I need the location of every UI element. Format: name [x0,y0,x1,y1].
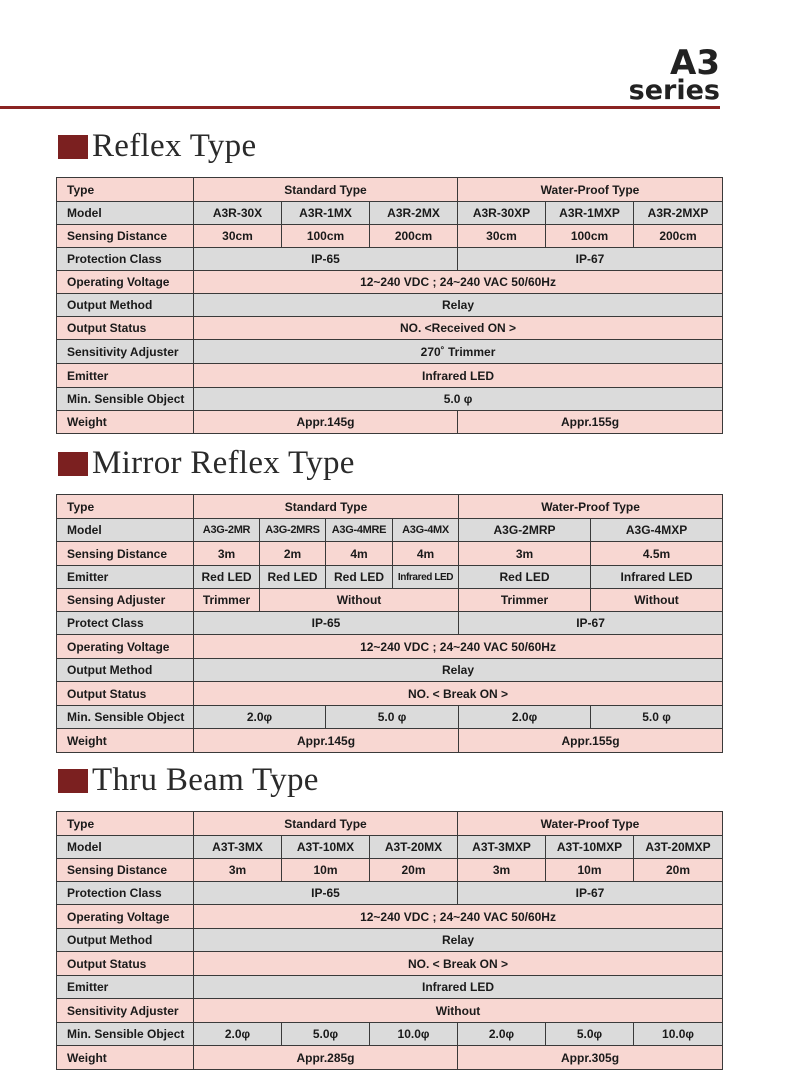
adjuster-cell: Without [591,589,723,612]
table-row [57,411,723,434]
weight-cell: Appr.305g [458,1046,723,1070]
emitter-cell: Red LED [326,566,393,589]
min-object-cell: 2.0φ [194,1023,282,1046]
table-row [57,812,723,836]
min-object-cell: 10.0φ [634,1023,723,1046]
mirror-section-heading [58,445,355,482]
row-label: Output Status [57,682,194,706]
distance-cell: 2m [260,542,326,566]
weight-cell: Appr.145g [194,411,458,434]
series-title [628,43,720,107]
model-cell: A3T-3MX [194,836,282,859]
model-cell: A3G-2MRS [260,519,326,542]
distance-cell: 200cm [634,225,723,248]
min-object-cell: 2.0φ [458,1023,546,1046]
row-label: Emitter [57,566,194,589]
distance-cell: 3m [194,859,282,882]
distance-cell: 200cm [370,225,458,248]
model-cell: A3R-1MX [282,202,370,225]
voltage-cell: 12~240 VDC ; 24~240 VAC 50/60Hz [194,635,723,659]
row-label: Operating Voltage [57,635,194,659]
sensitivity-cell: Without [194,999,723,1023]
distance-cell: 4m [326,542,393,566]
model-cell: A3R-30X [194,202,282,225]
model-cell: A3R-1MXP [546,202,634,225]
table-row [57,836,723,859]
table-row [57,589,723,612]
adjuster-cell: Trimmer [194,589,260,612]
table-row [57,364,723,388]
row-label: Output Status [57,317,194,340]
min-object-cell: 5.0 φ [326,706,459,729]
adjuster-cell: Without [260,589,459,612]
row-label: Weight [57,411,194,434]
row-label: Operating Voltage [57,905,194,929]
mirror-title: Mirror Reflex Type [92,445,355,481]
row-label: Model [57,836,194,859]
row-label: Output Method [57,659,194,682]
row-label: Sensing Distance [57,859,194,882]
emitter-cell: Infrared LED [393,566,459,589]
row-label: Weight [57,729,194,753]
protect-cell: IP-67 [459,612,723,635]
distance-cell: 4.5m [591,542,723,566]
series-code: A3 [670,43,720,83]
output-method-cell: Relay [194,659,723,682]
row-label: Min. Sensible Object [57,1023,194,1046]
table-row [57,706,723,729]
distance-cell: 3m [458,859,546,882]
distance-cell: 3m [459,542,591,566]
protect-cell: IP-65 [194,612,459,635]
heading-square-icon [58,135,88,159]
table-row [57,294,723,317]
model-cell: A3T-3MXP [458,836,546,859]
min-object-cell: 2.0φ [194,706,326,729]
model-cell: A3G-2MR [194,519,260,542]
table-row [57,225,723,248]
reflex-section-heading [58,128,256,165]
distance-cell: 4m [393,542,459,566]
thru-section-heading [58,762,319,799]
header-rule [0,106,720,109]
weight-cell: Appr.155g [458,411,723,434]
table-row [57,519,723,542]
output-method-cell: Relay [194,294,723,317]
model-cell: A3R-30XP [458,202,546,225]
weight-cell: Appr.155g [459,729,723,753]
row-label: Operating Voltage [57,271,194,294]
output-method-cell: Relay [194,929,723,952]
heading-square-icon [58,769,88,793]
row-label: Model [57,202,194,225]
table-row [57,495,723,519]
model-cell: A3T-10MXP [546,836,634,859]
distance-cell: 30cm [194,225,282,248]
distance-cell: 30cm [458,225,546,248]
distance-cell: 100cm [546,225,634,248]
table-row [57,882,723,905]
row-label: Output Status [57,952,194,976]
waterproof-type-cell: Water-Proof Type [458,178,723,202]
adjuster-cell: Trimmer [459,589,591,612]
emitter-cell: Infrared LED [194,976,723,999]
min-object-cell: 2.0φ [459,706,591,729]
voltage-cell: 12~240 VDC ; 24~240 VAC 50/60Hz [194,271,723,294]
sensitivity-cell: 270˚ Trimmer [194,340,723,364]
model-cell: A3T-20MX [370,836,458,859]
row-label: Type [57,178,194,202]
protection-cell: IP-65 [194,248,458,271]
table-row [57,905,723,929]
row-label: Sensitivity Adjuster [57,340,194,364]
table-row [57,952,723,976]
min-object-cell: 5.0 φ [591,706,723,729]
row-label: Type [57,812,194,836]
weight-cell: Appr.145g [194,729,459,753]
table-row [57,317,723,340]
row-label: Protection Class [57,248,194,271]
row-label: Type [57,495,194,519]
min-object-cell: 10.0φ [370,1023,458,1046]
row-label: Model [57,519,194,542]
row-label: Sensitivity Adjuster [57,999,194,1023]
row-label: Sensing Distance [57,542,194,566]
thru-spec-table [56,811,723,1070]
table-row [57,271,723,294]
table-row [57,976,723,999]
emitter-cell: Infrared LED [591,566,723,589]
output-status-cell: NO. <Received ON > [194,317,723,340]
row-label: Output Method [57,929,194,952]
row-label: Protection Class [57,882,194,905]
protection-cell: IP-67 [458,882,723,905]
row-label: Sensing Distance [57,225,194,248]
model-cell: A3T-20MXP [634,836,723,859]
table-row [57,1023,723,1046]
emitter-cell: Red LED [459,566,591,589]
table-row [57,340,723,364]
min-object-cell: 5.0φ [282,1023,370,1046]
table-row [57,929,723,952]
table-row [57,659,723,682]
table-row [57,1046,723,1070]
model-cell: A3G-2MRP [459,519,591,542]
heading-square-icon [58,452,88,476]
table-row [57,682,723,706]
protection-cell: IP-67 [458,248,723,271]
model-cell: A3R-2MX [370,202,458,225]
table-row [57,202,723,225]
emitter-cell: Infrared LED [194,364,723,388]
waterproof-type-cell: Water-Proof Type [459,495,723,519]
output-status-cell: NO. < Break ON > [194,952,723,976]
table-row [57,612,723,635]
min-object-cell: 5.0φ [546,1023,634,1046]
model-cell: A3T-10MX [282,836,370,859]
weight-cell: Appr.285g [194,1046,458,1070]
table-row [57,566,723,589]
table-row [57,635,723,659]
model-cell: A3G-4MX [393,519,459,542]
table-row [57,999,723,1023]
emitter-cell: Red LED [194,566,260,589]
row-label: Emitter [57,976,194,999]
model-cell: A3R-2MXP [634,202,723,225]
row-label: Min. Sensible Object [57,706,194,729]
row-label: Protect Class [57,612,194,635]
distance-cell: 10m [282,859,370,882]
voltage-cell: 12~240 VDC ; 24~240 VAC 50/60Hz [194,905,723,929]
model-cell: A3G-4MRE [326,519,393,542]
table-row [57,729,723,753]
row-label: Sensing Adjuster [57,589,194,612]
table-row [57,859,723,882]
reflex-title: Reflex Type [92,128,257,164]
row-label: Weight [57,1046,194,1070]
table-row [57,388,723,411]
distance-cell: 10m [546,859,634,882]
standard-type-cell: Standard Type [194,178,458,202]
waterproof-type-cell: Water-Proof Type [458,812,723,836]
standard-type-cell: Standard Type [194,495,459,519]
distance-cell: 20m [634,859,723,882]
output-status-cell: NO. < Break ON > [194,682,723,706]
emitter-cell: Red LED [260,566,326,589]
distance-cell: 3m [194,542,260,566]
thru-title: Thru Beam Type [92,762,319,798]
row-label: Output Method [57,294,194,317]
distance-cell: 100cm [282,225,370,248]
min-object-cell: 5.0 φ [194,388,723,411]
table-row [57,248,723,271]
mirror-spec-table [56,494,723,753]
protection-cell: IP-65 [194,882,458,905]
series-word: series [628,75,720,107]
row-label: Min. Sensible Object [57,388,194,411]
table-row [57,542,723,566]
distance-cell: 20m [370,859,458,882]
table-row [57,178,723,202]
model-cell: A3G-4MXP [591,519,723,542]
row-label: Emitter [57,364,194,388]
reflex-spec-table [56,177,723,434]
standard-type-cell: Standard Type [194,812,458,836]
